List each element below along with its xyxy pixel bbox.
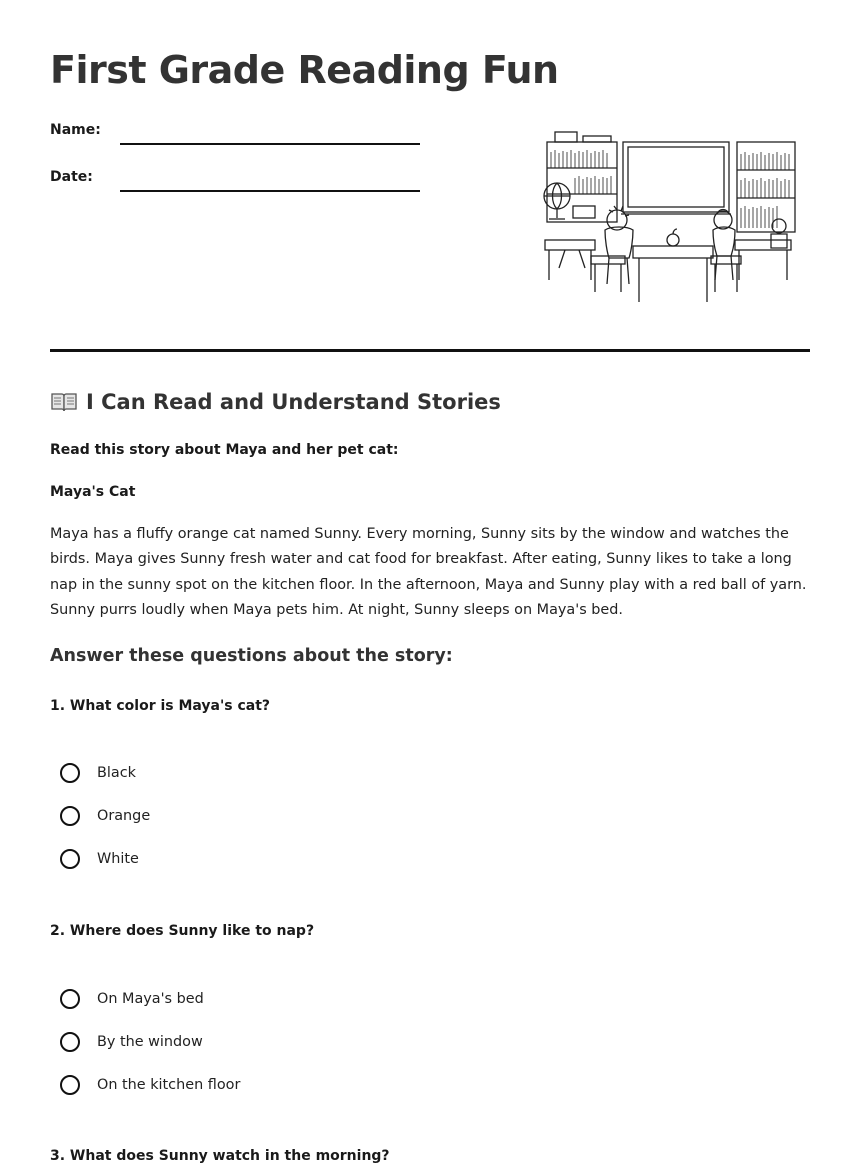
question-2: 2. Where does Sunny like to nap? (50, 923, 315, 939)
question-3: 3. What does Sunny watch in the morning? (50, 1148, 390, 1164)
answer-option-label: On the kitchen floor (97, 1077, 241, 1093)
name-field[interactable] (120, 143, 420, 145)
answer-option[interactable] (60, 1029, 203, 1055)
section-heading-text: I Can Read and Understand Stories (86, 390, 501, 414)
questions-heading: Answer these questions about the story: (50, 646, 453, 666)
answer-option-label: Orange (97, 808, 151, 824)
story-instructions: Read this story about Maya and her pet cat: (50, 442, 399, 458)
radio-button[interactable] (60, 763, 80, 783)
section-divider (50, 349, 810, 352)
answer-option-label: On Maya's bed (97, 991, 204, 1007)
answer-option-label: Black (97, 765, 136, 781)
answer-option-label: White (97, 851, 139, 867)
worksheet-title: First Grade Reading Fun (50, 48, 559, 92)
section-heading (50, 390, 501, 414)
answer-option[interactable] (60, 760, 136, 786)
radio-button[interactable] (60, 806, 80, 826)
answer-option[interactable] (60, 1072, 240, 1098)
open-book-icon (50, 391, 78, 413)
answer-option-label: By the window (97, 1034, 203, 1050)
name-label: Name: (50, 122, 101, 138)
question-1: 1. What color is Maya's cat? (50, 698, 271, 714)
answer-option[interactable] (60, 846, 139, 872)
radio-button[interactable] (60, 1075, 80, 1095)
radio-button[interactable] (60, 1032, 80, 1052)
story-title: Maya's Cat (50, 484, 136, 500)
radio-button[interactable] (60, 989, 80, 1009)
date-field[interactable] (120, 190, 420, 192)
answer-option[interactable] (60, 986, 204, 1012)
date-label: Date: (50, 169, 93, 185)
answer-option[interactable] (60, 803, 150, 829)
story-text: Maya has a fluffy orange cat named Sunny. Every morning, Sunny sits by the window and watches the birds. Maya gives Sunny fresh water and cat food for breakfast. After eating, Sunny likes to take a long nap in the sunny spot on the kitchen floor. In the afternoon, Maya and Sunny play with a red ball of yarn. Sunny purrs loudly when Maya pets him. At night, Sunny sleeps on Maya's bed. (50, 526, 807, 619)
radio-button[interactable] (60, 849, 80, 869)
classroom-illustration (535, 128, 797, 308)
